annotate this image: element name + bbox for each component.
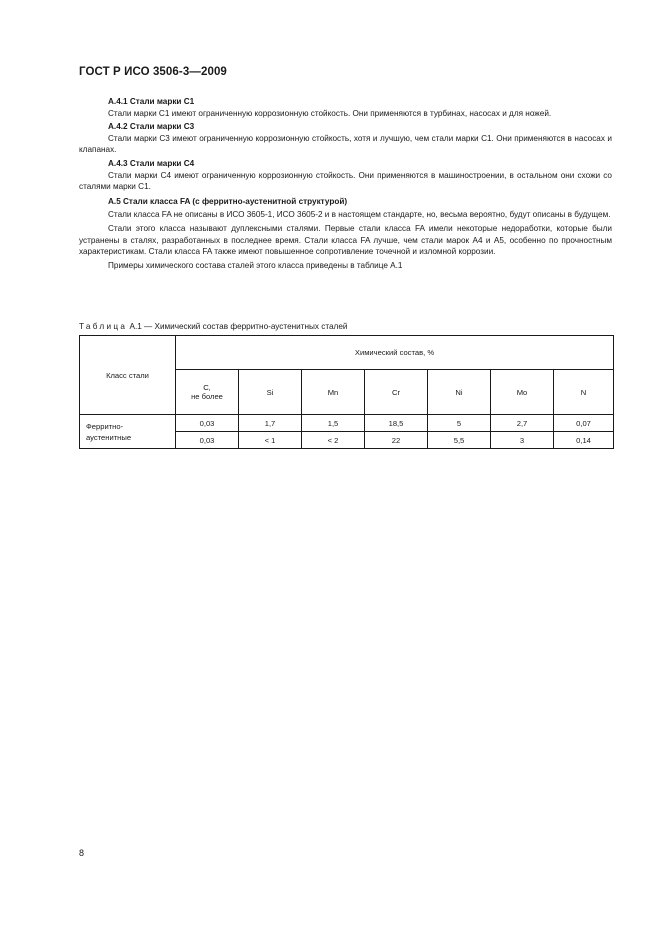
table-cell: 0,03 <box>176 432 239 449</box>
column-header-mn: Mn <box>302 370 365 415</box>
column-header-cr: Cr <box>365 370 428 415</box>
section-paragraph: Примеры химического состава сталей этого класса приведены в таблице А.1 <box>108 260 403 270</box>
section-text-a42: Стали марки С3 имеют ограниченную коррозионную стойкость, хотя и лучшую, чем стали марки С1. Они применяются в насосах и клапанах. <box>79 133 612 155</box>
table-cell: < 2 <box>302 432 365 449</box>
class-name-cell <box>80 415 176 449</box>
table-cell: 0,07 <box>554 415 614 432</box>
column-header-label: С, <box>203 383 211 393</box>
section-paragraph: Стали класса FA не описаны в ИСО 3605-1, ИСО 3605-2 и в настоящем стандарте, но, весьма вероятно, будут описаны в будущем. <box>108 210 611 220</box>
table-cell: 5 <box>428 415 491 432</box>
section-paragraph: Стали этого класса называют дуплексными сталями. Первые стали класса FA имели некоторые недоработки, которые были устранены в сталях, разработанных в последнее время. Стали класса FA лучше, чем стали марок А4 и А5, особенно по прочностным характеристикам. Стали класса FA также имеют повышенное сопротивление точечной и изломной коррозии. <box>79 223 612 257</box>
table-caption-text: А.1 — Химический состав ферритно-аустенитных сталей <box>127 322 348 331</box>
class-name-line: аустенитные <box>86 432 132 442</box>
column-header-mo: Mo <box>491 370 554 415</box>
section-text-a41: Стали марки С1 имеют ограниченную коррозионную стойкость. Они применяются в турбинах, насосах и для ножей. <box>108 108 552 118</box>
table-cell: 18,5 <box>365 415 428 432</box>
table-cell: 3 <box>491 432 554 449</box>
composition-table <box>79 335 614 449</box>
table-cell: 0,14 <box>554 432 614 449</box>
table-row <box>80 415 614 432</box>
table-cell: 1,7 <box>239 415 302 432</box>
table-cell: 22 <box>365 432 428 449</box>
table-cell: 2,7 <box>491 415 554 432</box>
section-heading-a41: А.4.1 Стали марки С1 <box>108 97 195 106</box>
table-cell: 1,5 <box>302 415 365 432</box>
table-cell: < 1 <box>239 432 302 449</box>
column-header-si: Si <box>239 370 302 415</box>
class-header-cell: Класс стали <box>80 336 176 415</box>
page-number: 8 <box>79 848 85 858</box>
section-heading-a5: А.5 Стали класса FA (с ферритно-аустенитной структурой) <box>108 196 348 206</box>
table-caption-word: Таблица <box>79 322 128 331</box>
section-heading-a42: А.4.2 Стали марки С3 <box>108 122 195 132</box>
composition-header-cell: Химический состав, % <box>176 336 614 370</box>
document-header: ГОСТ Р ИСО 3506-3—2009 <box>79 66 227 78</box>
column-header-c <box>176 370 239 415</box>
table-cell: 5,5 <box>428 432 491 449</box>
main-content <box>79 96 612 271</box>
column-header-ni: Ni <box>428 370 491 415</box>
section-heading-a43: А.4.3 Стали марки С4 <box>108 158 195 168</box>
class-name-line: Ферритно- <box>86 421 124 431</box>
column-header-n: N <box>554 370 614 415</box>
section-text-a43: Стали марки С4 имеют ограниченную коррозионную стойкость. Они применяются в машиностроении, в остальном они схожи со сталями марки С1. <box>79 170 612 192</box>
table-caption <box>79 322 347 331</box>
column-header-note: не более <box>191 392 223 402</box>
table-cell: 0,03 <box>176 415 239 432</box>
